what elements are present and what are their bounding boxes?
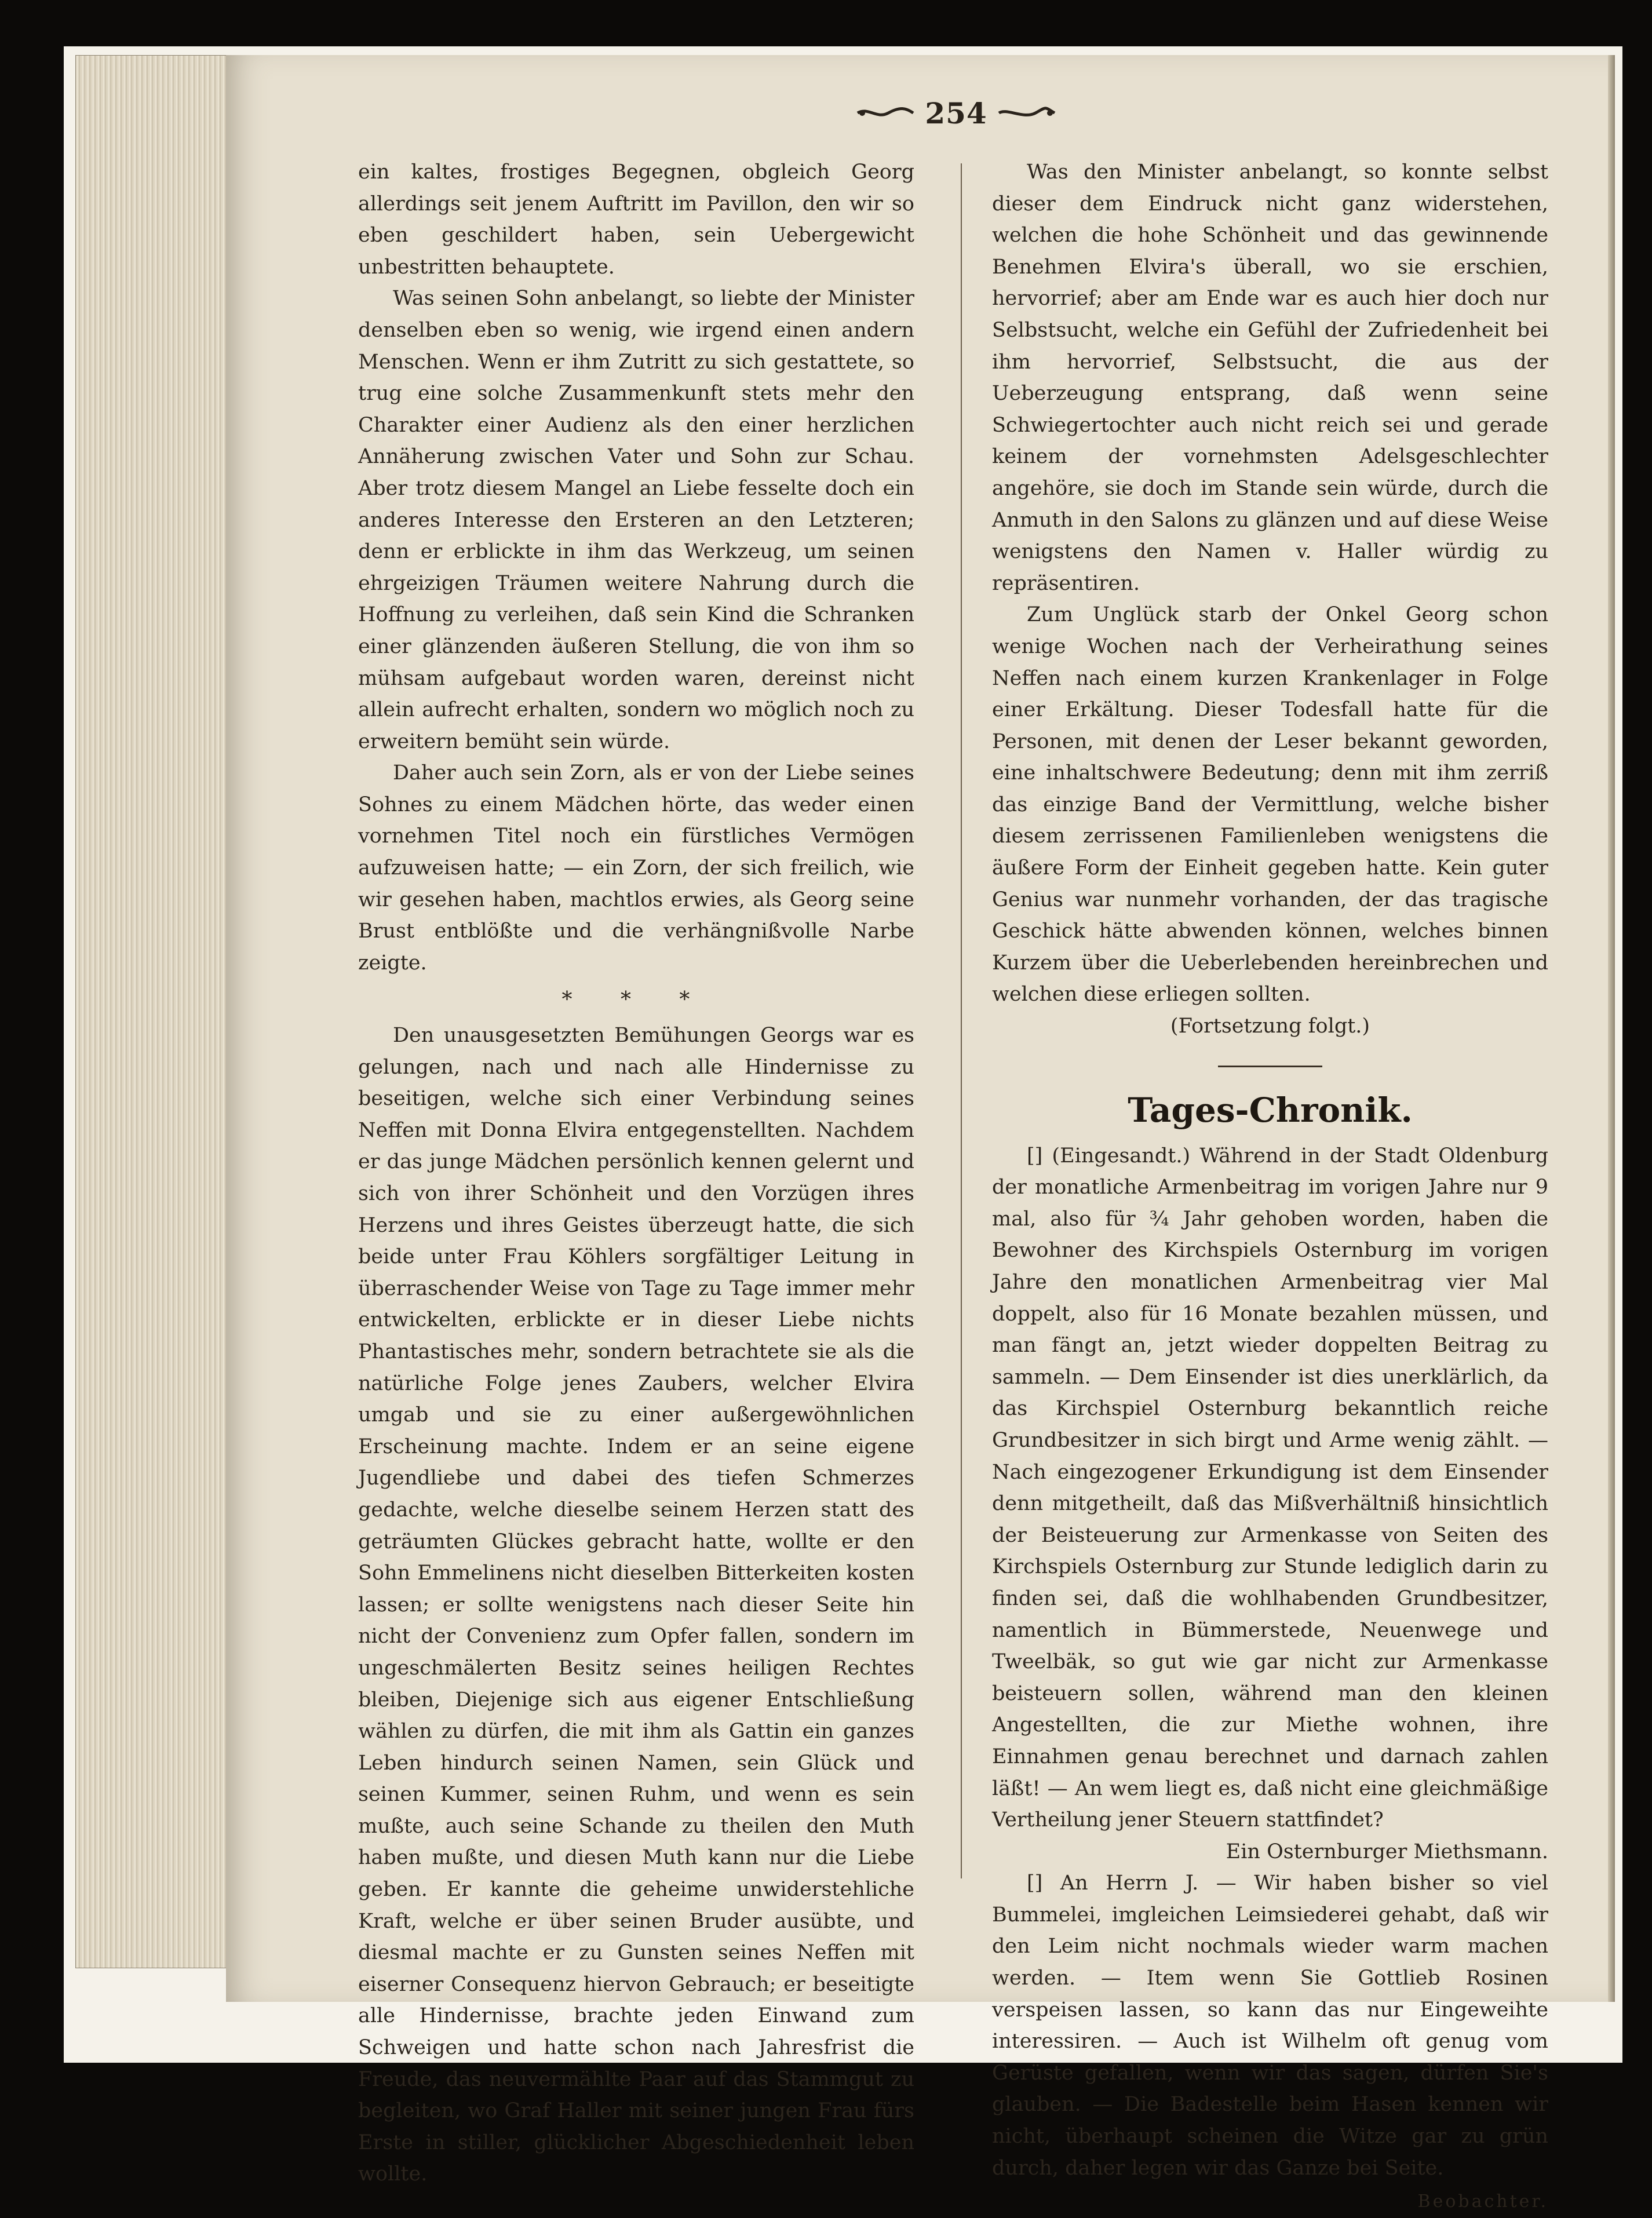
- continuation-note: (Fortsetzung folgt.): [1170, 1015, 1370, 1038]
- chronicle-entry: [] An Herrn J. — Wir haben bisher so viel Bummelei, imgleichen Leimsiederei gehabt, daß wir den Leim nicht nochmals wieder warm machen werden. — Item wenn Sie Gottlieb Rosinen verspeisen lassen, so kann das nur Eingeweihte interessiren. — Auch ist Wilhelm oft genug vom Gerüste gefallen, wenn wir das sagen, dürfen Sie's glauben. — Die Badestelle beim Hasen kennen wir nicht, überhaupt scheinen die Witze gar zu grün durch, daher legen wir das Ganze bei Seite.: [992, 1872, 1548, 2180]
- paragraph: Zum Unglück starb der Onkel Georg schon wenige Wochen nach der Verheirathung seines Neffen nach einem kurzen Krankenlager in Folge einer Erkältung. Dieser Todesfall hatte für die Personen, mit denen der Leser bekannt geworden, eine inhaltschwere Bedeutung; denn mit ihm zerriß das einzige Band der Vermittlung, welche bisher diesem zerrissenen Familienleben wenigstens die äußere Form der Einheit gegeben hatte. Kein guter Genius war nunmehr vorhanden, der das tragische Geschick hätte abwenden können, welches binnen Kurzem über die Ueberlebenden hereinbrechen und welchen diese erliegen sollten.: [992, 603, 1548, 1006]
- paragraph: Daher auch sein Zorn, als er von der Liebe seines Sohnes zu einem Mädchen hörte, das weder einen vornehmen Titel noch ein fürstliches Vermögen aufzuweisen hatte; — ein Zorn, der sich freilich, wie wir gesehen haben, machtlos erwies, als Georg seine Brust entblößte und die verhängnißvolle Narbe zeigte.: [358, 761, 914, 975]
- paragraph: Was den Minister anbelangt, so konnte selbst dieser dem Eindruck nicht ganz widerstehen, welchen die hohe Schönheit und das gewinnende Benehmen Elvira's überall, wo sie erschien, hervorrief; aber am Ende war es auch hier doch nur Selbstsucht, welche ein Gefühl der Zufriedenheit bei ihm hervorrief, Selbstsucht, die aus der Ueberzeugung entsprang, daß wenn seine Schwiegertochter auch nicht reich sei und gerade keinem der vornehmsten Adelsgeschlechter angehöre, sie doch im Stande sein würde, durch die Anmuth in den Salons zu glänzen und auf diese Weise wenigstens den Namen v. Haller würdig zu repräsentiren.: [992, 160, 1548, 595]
- book-page-edges: [75, 55, 227, 1968]
- paragraph: Was seinen Sohn anbelangt, so liebte der Minister denselben eben so wenig, wie irgend einen andern Menschen. Wenn er ihm Zutritt zu sich gestattete, so trug eine solche Zusammenkunft stets mehr den Charakter einer Audienz als den einer herzlichen Annäherung zwischen Vater und Sohn zur Schau. Aber trotz diesem Mangel an Liebe fesselte doch ein anderes Interesse den Ersteren an den Letzteren; denn er erblickte in ihm das Werkzeug, um seinen ehrgeizigen Träumen weitere Nahrung durch die Hoffnung zu verleihen, daß sein Kind die Schranken einer glänzenden äußeren Stellung, die von ihm so mühsam aufgebaut worden waren, dereinst nicht allein aufrecht erhalten, sondern wo möglich noch zu erweitern bemüht sein würde.: [358, 287, 914, 753]
- left-column: [358, 156, 914, 2190]
- chronicle-entry: [] (Eingesandt.) Während in der Stadt Oldenburg der monatliche Armenbeitrag im vorigen Jahre nur 9 mal, also für ¾ Jahr gehoben worden, haben die Bewohner des Kirchspiels Osternburg im vorigen Jahre den monatlichen Armenbeitrag vier Mal doppelt, also für 16 Monate bezahlen müssen, und man fängt an, jetzt wieder doppelten Beitrag zu sammeln. — Dem Einsender ist dies unerklärlich, da das Kirchspiel Osternburg bekanntlich reiche Grundbesitzer in sich birgt und Arme wenig zählt. — Nach eingezogener Erkundigung ist dem Einsender denn mitgetheilt, daß das Mißverhältniß hinsichtlich der Beisteuerung zur Armenkasse von Seiten des Kirchspiels Osternburg zur Stunde lediglich darin zu finden sei, daß die wohlhabenden Grundbesitzer, namentlich in Bümmerstede, Neuenwege und Tweelbäk, so gut wie gar nicht zur Armenkasse beisteuern sollen, während man den kleinen Angestellten, die zur Miethe wohnen, ihre Einnahmen genau berechnet und darnach zahlen läßt! — An wem liegt es, daß nicht eine gleichmäßige Vertheilung jener Steuern stattfindet?: [992, 1144, 1548, 1832]
- page-number: 254: [925, 96, 987, 130]
- right-ornament-icon: [998, 107, 1056, 119]
- left-ornament-icon: [856, 107, 914, 119]
- entry-signature: Ein Osternburger Miethsmann.: [1226, 1840, 1548, 1863]
- paragraph: Den unausgesetzten Bemühungen Georgs war es gelungen, nach und nach alle Hindernisse zu beseitigen, welche sich einer Verbindung seines Neffen mit Donna Elvira entgegenstellten. Nachdem er das junge Mädchen persönlich kennen gelernt und sich von ihrer Schönheit und den Vorzügen ihres Herzens und ihres Geistes überzeugt hatte, die sich beide unter Frau Köhlers sorgfältiger Leitung in überraschender Weise von Tage zu Tage immer mehr entwickelten, erblickte er in dieser Liebe nichts Phantastisches mehr, sondern betrachtete sie als die natürliche Folge jenes Zaubers, welcher Elvira umgab und sie zu einer außergewöhnlichen Erscheinung machte. Indem er an seine eigene Jugendliebe und dabei des tiefen Schmerzes gedachte, welche dieselbe seinem Herzen statt des geträumten Glückes gebracht hatte, wollte er den Sohn Emmelinens nicht dieselben Bitterkeiten kosten lassen; er sollte wenigstens nach dieser Seite hin nicht der Convenienz zum Opfer fallen, sondern im ungeschmälerten Besitz seines heiligen Rechtes bleiben, Diejenige sich aus eigener Entschließung wählen zu dürfen, die mit ihm als Gattin ein ganzes Leben hindurch seinen Namen, sein Glück und seinen Kummer, seinen Ruhm, und wenn es sein mußte, auch seine Schande zu theilen den Muth haben mußte, und diesen Muth kann nur die Liebe geben. Er kannte die geheime unwiderstehliche Kraft, welche er über seinen Bruder ausübte, und diesmal machte er zu Gunsten seines Neffen mit eiserner Consequenz hiervon Gebrauch; er beseitigte alle Hindernisse, brachte jeden Einwand zum Schweigen und hatte schon nach Jahresfrist die Freude, das neuvermählte Paar auf das Stammgut zu begleiten, wo Graf Haller mit seiner jungen Frau fürs Erste in stiller, glücklicher Abgeschiedenheit leben wollte.: [358, 1024, 914, 2186]
- entry-signature: Beobachter.: [1417, 2191, 1548, 2212]
- page-header: [852, 93, 1060, 133]
- asterism: * * *: [561, 988, 711, 1012]
- paragraph: ein kaltes, frostiges Begegnen, obgleich Georg allerdings seit jenem Auftritt im Pavillon, den wir so eben geschildert haben, sein Uebergewicht unbestritten behauptete.: [358, 160, 914, 279]
- column-divider: [961, 163, 962, 1878]
- section-rule: [1218, 1066, 1322, 1067]
- section-heading: Tages-Chronik.: [1128, 1090, 1413, 1130]
- next-page-edge: [1608, 55, 1615, 2002]
- right-column: [992, 156, 1548, 2218]
